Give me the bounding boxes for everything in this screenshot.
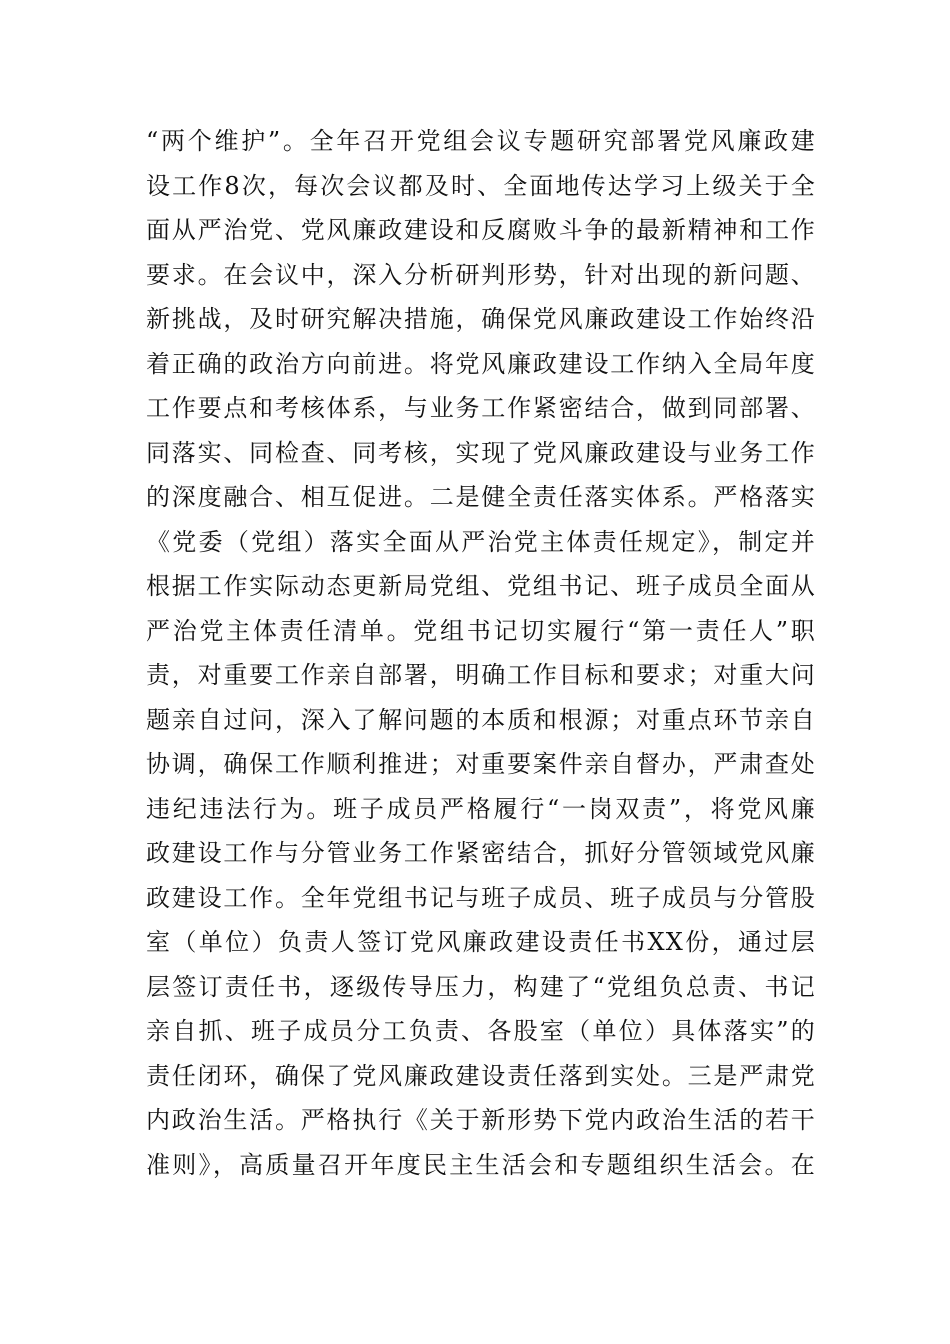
text-line-20: 层签订责任书，逐级传导压力，构建了“党组负总责、书记 [146, 972, 816, 1001]
text-line-15: 协调，确保工作顺利推进；对重要案件亲自督办，严肃查处 [146, 750, 816, 778]
text-line-17: 政建设工作与分管业务工作紧密结合，抓好分管领域党风廉 [146, 839, 816, 867]
text-line-1: “两个维护”。全年召开党组会议专题研究部署党风廉政建 [146, 127, 816, 155]
text-line-19: 室（单位）负责人签订党风廉政建设责任书XX份，通过层 [146, 928, 816, 956]
text-line-2: 设工作8次，每次会议都及时、全面地传达学习上级关于全 [146, 171, 816, 200]
text-line-12: 严治党主体责任清单。党组书记切实履行“第一责任人”职 [146, 616, 816, 645]
text-line-11: 根据工作实际动态更新局党组、党组书记、班子成员全面从 [146, 572, 816, 600]
text-line-14: 题亲自过问，深入了解问题的本质和根源；对重点环节亲自 [146, 705, 816, 734]
text-line-10: 《党委（党组）落实全面从严治党主体责任规定》，制定并 [146, 527, 816, 556]
text-line-18: 政建设工作。全年党组书记与班子成员、班子成员与分管股 [146, 883, 816, 912]
text-line-6: 着正确的政治方向前进。将党风廉政建设工作纳入全局年度 [146, 349, 816, 378]
text-line-21: 亲自抓、班子成员分工负责、各股室（单位）具体落实”的 [146, 1017, 816, 1045]
text-line-23: 内政治生活。严格执行《关于新形势下党内政治生活的若干 [146, 1106, 816, 1134]
text-line-22: 责任闭环，确保了党风廉政建设责任落到实处。三是严肃党 [146, 1061, 816, 1090]
text-line-7: 工作要点和考核体系，与业务工作紧密结合，做到同部署、 [146, 394, 816, 422]
text-line-4: 要求。在会议中，深入分析研判形势，针对出现的新问题、 [146, 260, 816, 289]
text-line-13: 责，对重要工作亲自部署，明确工作目标和要求；对重大问 [146, 661, 816, 689]
body-text [146, 119, 816, 1187]
text-line-5: 新挑战，及时研究解决措施，确保党风廉政建设工作始终沿 [146, 305, 816, 333]
text-line-8: 同落实、同检查、同考核，实现了党风廉政建设与业务工作 [146, 438, 816, 467]
text-line-9: 的深度融合、相互促进。二是健全责任落实体系。严格落实 [146, 483, 816, 511]
text-line-16: 违纪违法行为。班子成员严格履行“一岗双责”，将党风廉 [146, 794, 816, 823]
text-line-24: 准则》，高质量召开年度民主生活会和专题组织生活会。在 [146, 1150, 816, 1179]
text-line-3: 面从严治党、党风廉政建设和反腐败斗争的最新精神和工作 [146, 216, 816, 244]
